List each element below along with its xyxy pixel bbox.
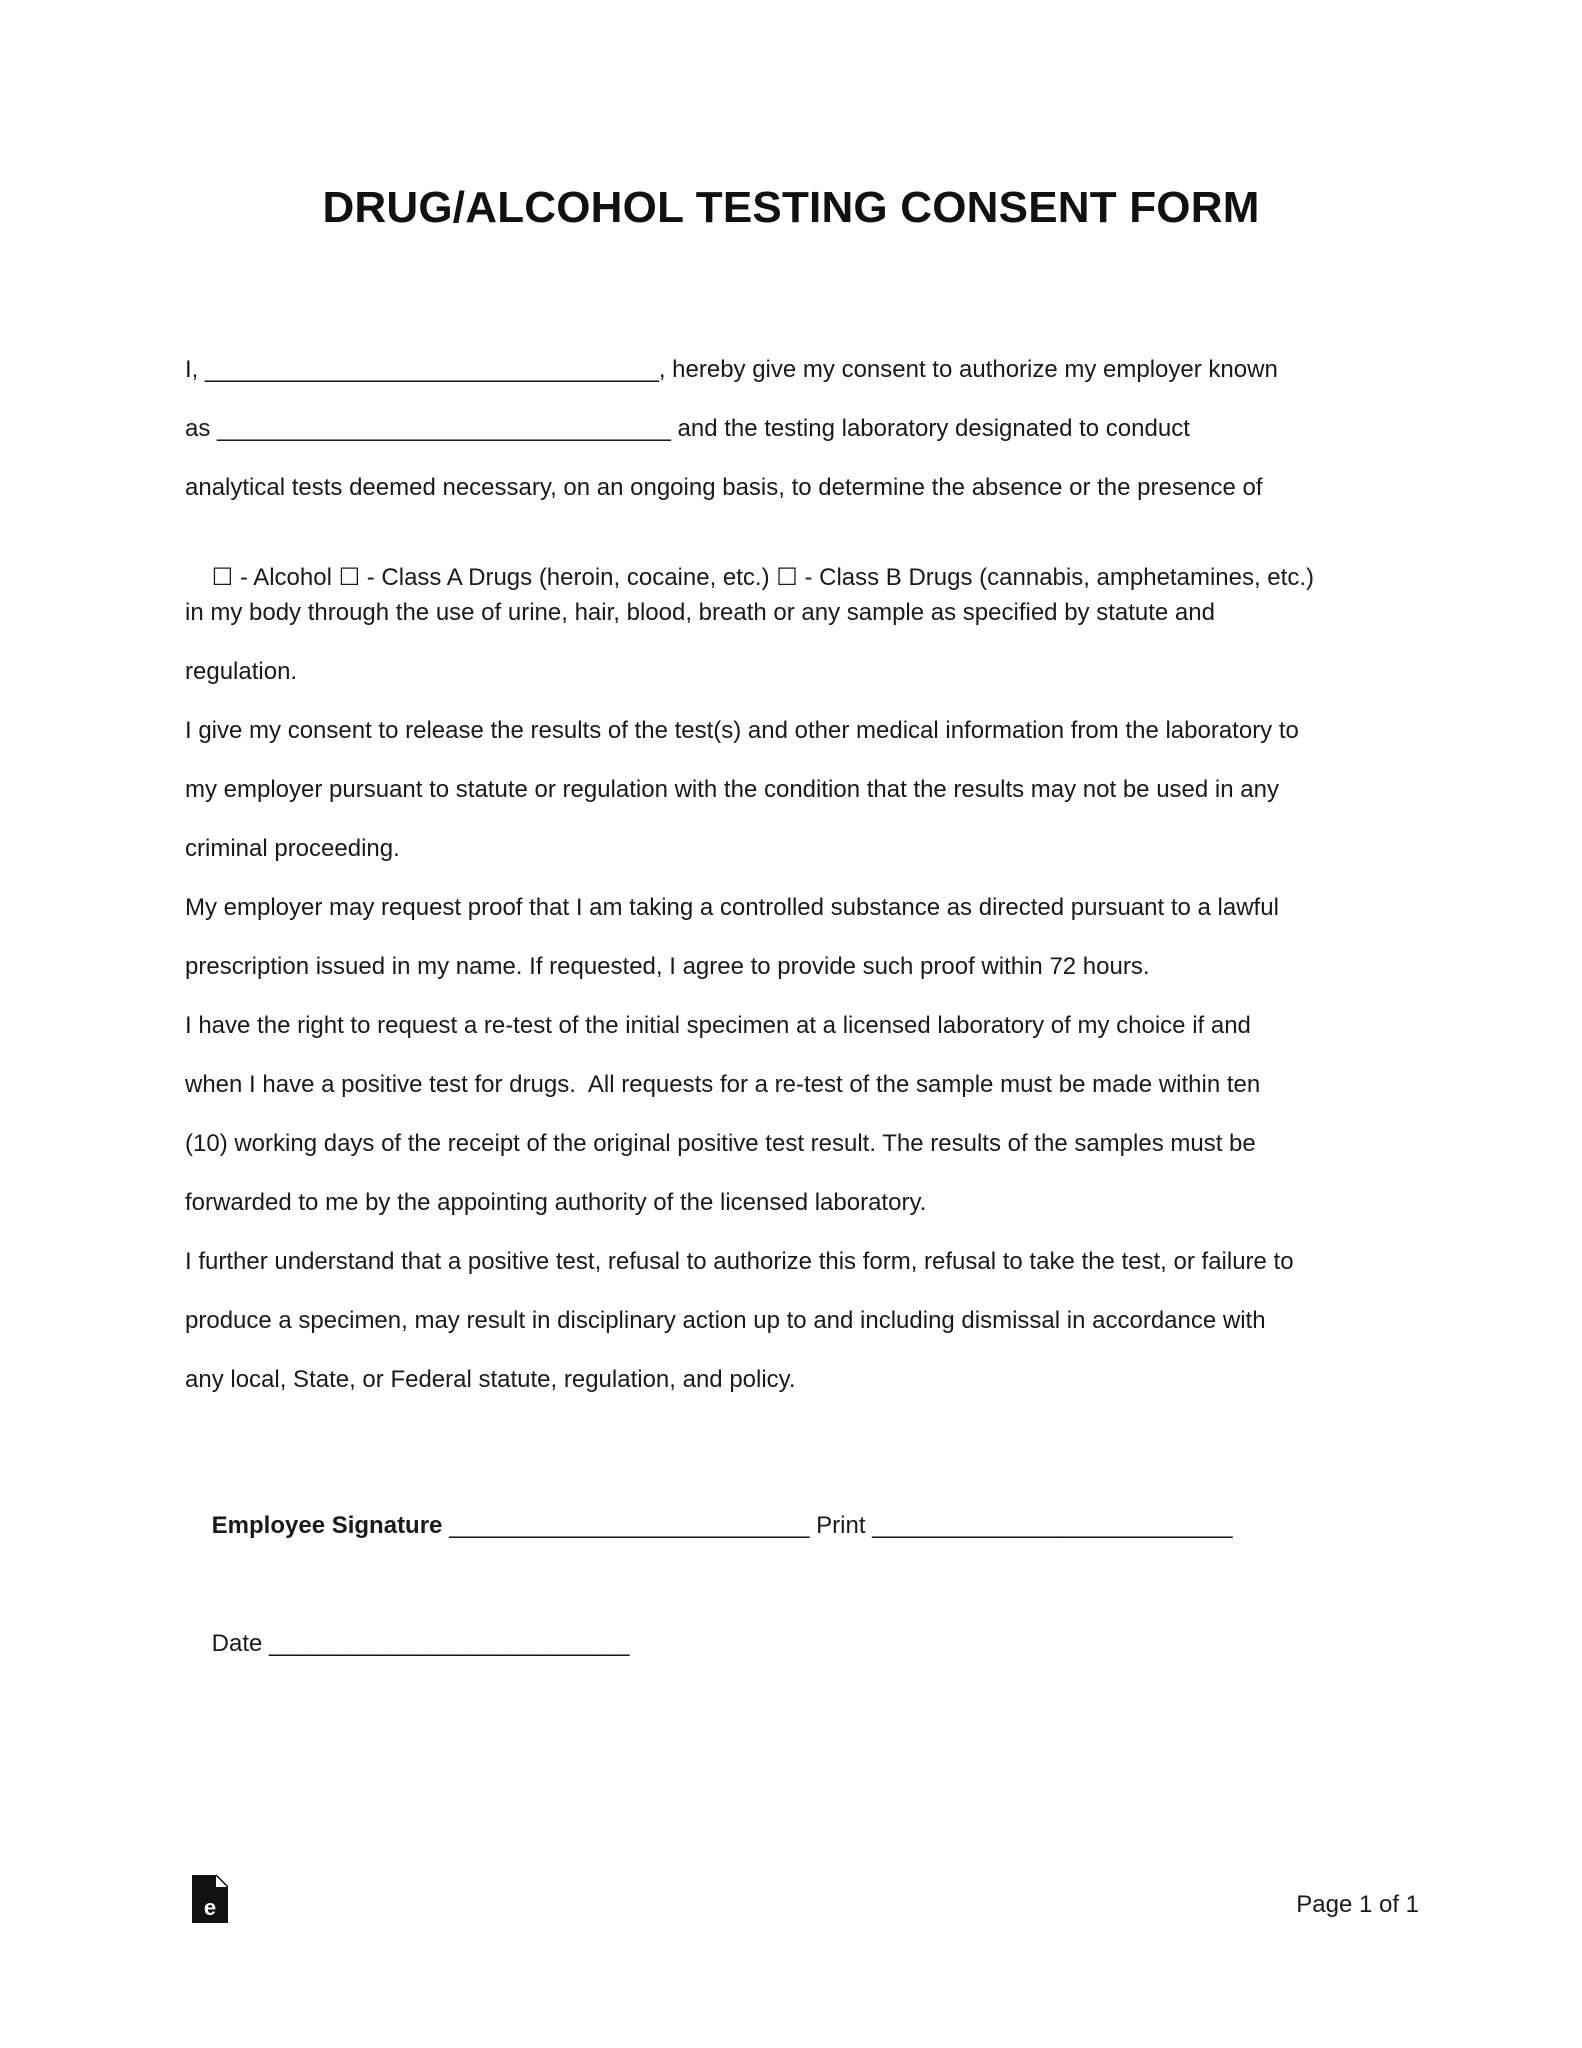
text-line: (10) working days of the receipt of the original positive test result. The results of the samples must be	[185, 1130, 1256, 1157]
date-field[interactable]: ___________________________	[262, 1630, 630, 1657]
date-label: Date	[211, 1630, 263, 1657]
employee-signature-field[interactable]: ___________________________	[442, 1512, 817, 1539]
text-line: regulation.	[185, 658, 298, 685]
class-b-checkbox[interactable]: ☐	[776, 564, 798, 591]
class-b-label: - Class B Drugs (cannabis, amphetamines, etc.)	[797, 564, 1314, 591]
class-a-checkbox[interactable]: ☐	[338, 564, 361, 591]
text-line: forwarded to me by the appointing authority of the licensed laboratory.	[185, 1189, 927, 1216]
svg-text:e: e	[203, 1895, 217, 1920]
text-line: analytical tests deemed necessary, on an ongoing basis, to determine the absence or the presence of	[185, 474, 1263, 501]
eforms-logo-icon	[190, 1873, 230, 1925]
print-name-field[interactable]: ___________________________	[865, 1512, 1233, 1539]
alcohol-label: - Alcohol	[233, 564, 339, 591]
page-number: Page 1 of 1	[1296, 1891, 1419, 1918]
text-line: I, __________________________________, hereby give my consent to authorize my employer known	[185, 356, 1278, 383]
text-line: in my body through the use of urine, hair, blood, breath or any sample as specified by statute and	[185, 599, 1215, 626]
class-a-label: - Class A Drugs (heroin, cocaine, etc.)	[360, 564, 777, 591]
signature-row	[185, 1481, 1233, 1571]
text-line: I further understand that a positive test, refusal to authorize this form, refusal to take the test, or failure to	[185, 1248, 1294, 1275]
text-line: I have the right to request a re-test of the initial specimen at a licensed laboratory of my choice if and	[185, 1012, 1251, 1039]
text-line: produce a specimen, may result in disciplinary action up to and including dismissal in accordance with	[185, 1307, 1266, 1334]
date-row	[185, 1599, 629, 1689]
text-line: any local, State, or Federal statute, regulation, and policy.	[185, 1366, 796, 1393]
print-label: Print	[816, 1512, 866, 1539]
text-line: as __________________________________ and the testing laboratory designated to conduct	[185, 415, 1190, 442]
employee-signature-label: Employee Signature	[211, 1512, 443, 1539]
text-line: my employer pursuant to statute or regulation with the condition that the results may not be used in any	[185, 776, 1279, 803]
text-line: criminal proceeding.	[185, 835, 400, 862]
text-line: I give my consent to release the results of the test(s) and other medical information from the laboratory to	[185, 717, 1299, 744]
text-line: My employer may request proof that I am taking a controlled substance as directed pursuant to a lawful	[185, 894, 1279, 921]
text-line: when I have a positive test for drugs. All requests for a re-test of the sample must be made within ten	[185, 1071, 1261, 1098]
alcohol-checkbox[interactable]: ☐	[211, 564, 234, 591]
document-title: DRUG/ALCOHOL TESTING CONSENT FORM	[322, 183, 1260, 232]
text-line: prescription issued in my name. If requested, I agree to provide such proof within 72 hours.	[185, 953, 1150, 980]
